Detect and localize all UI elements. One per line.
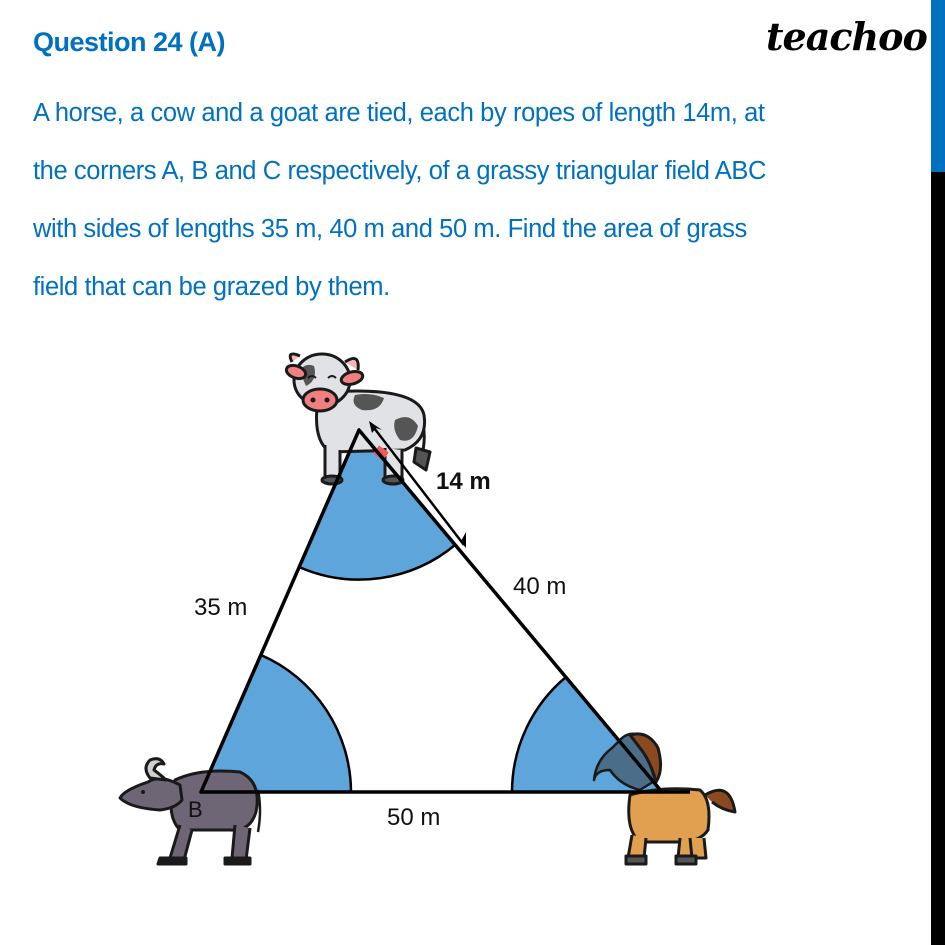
rope-length-label: 14 m (436, 468, 491, 495)
horse-icon (594, 734, 735, 864)
question-line: the corners A, B and C respectively, of a grassy triangular field ABC (33, 157, 767, 185)
vertex-b-label: B (188, 797, 203, 822)
question-line: with sides of lengths 35 m, 40 m and 50 m. Find the area of grass (33, 215, 747, 243)
question-line: A horse, a cow and a goat are tied, each by ropes of length 14m, at (33, 99, 765, 127)
question-title: Question 24 (A) (33, 27, 226, 57)
question-line: field that can be grazed by them. (33, 273, 390, 301)
side-ac-label: 40 m (513, 573, 567, 600)
side-bc-label: 50 m (387, 804, 441, 831)
side-ab-label: 35 m (194, 594, 248, 621)
teachoo-logo: teachoo (766, 14, 927, 59)
